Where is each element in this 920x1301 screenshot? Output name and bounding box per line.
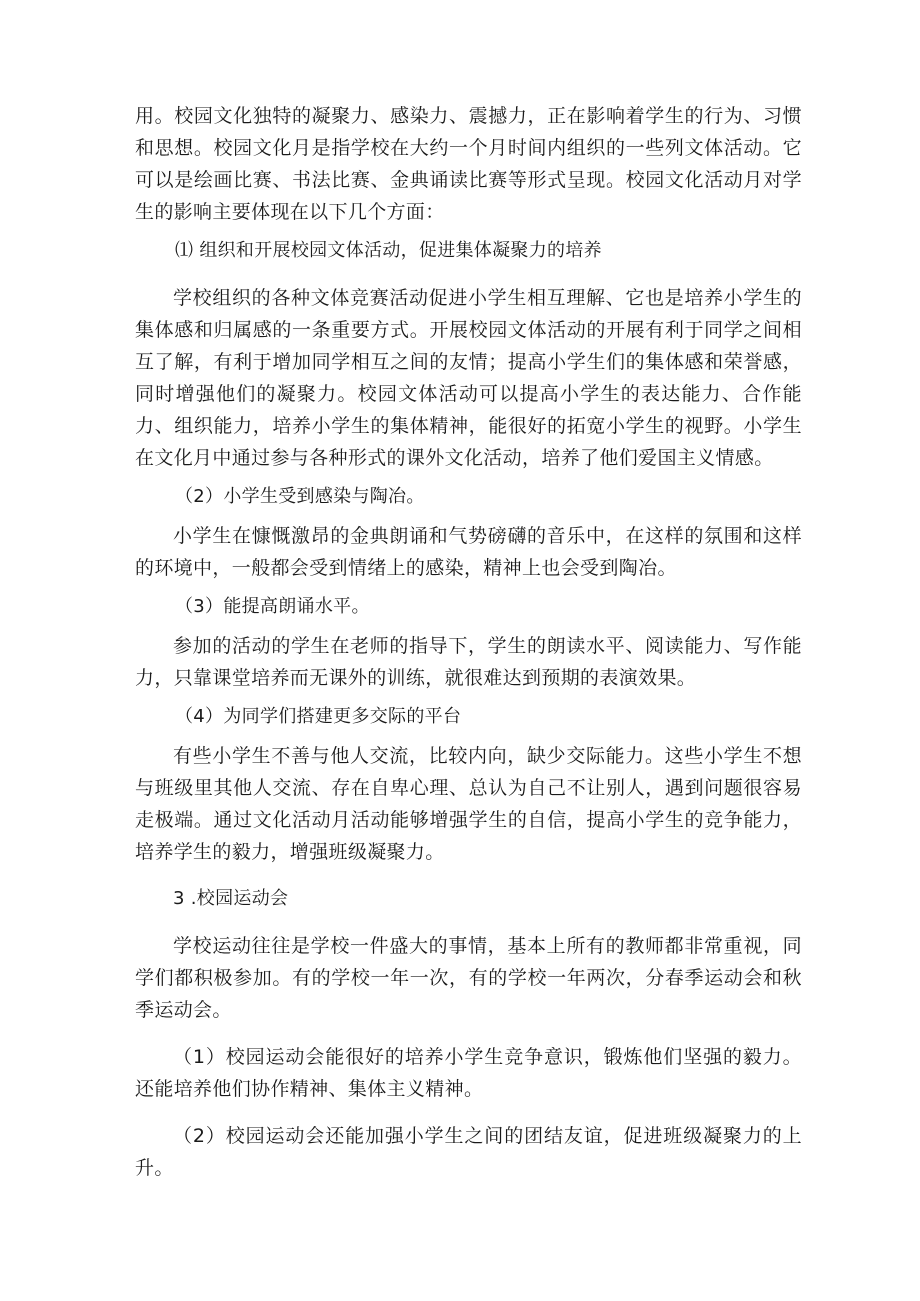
paragraph-item-4: 有些小学生不善与他人交流，比较内向，缺少交际能力。这些小学生不想与班级里其他人交流、存在自卑心理、总认为自己不让别人，遇到问题很容易走极端。通过文化活动月活动能够增强学生的自信，提高小学生的竞争能力，培养学生的毅力，增强班级凝聚力。 (135, 745, 802, 863)
heading-item-4: （4）为同学们搭建更多交际的平台 (175, 706, 462, 727)
paragraph-item-1: 学校组织的各种文体竞赛活动促进小学生相互理解、它也是培养小学生的集体感和归属感的一条重要方式。开展校园文体活动的开展有利于同学之间相互了解，有利于增加同学相互之间的友情；提高小学生们的集体感和荣誉感，同时增强他们的凝聚力。校园文体活动可以提高小学生的表达能力、合作能力、组织能力，培养小学生的集体精神，能很好的拓宽小学生的视野。小学生在文化月中通过参与各种形式的课外文化活动，培养了他们爱国主义情感。 (135, 287, 802, 469)
paragraph-intro: 用。校园文化独特的凝聚力、感染力、震撼力，正在影响着学生的行为、习惯和思想。校园文化月是指学校在大约一个月时间内组织的一些列文体活动。它可以是绘画比赛、书法比赛、金典诵读比赛等形式呈现。校园文化活动月对学生的影响主要体现在以下几个方面： (135, 105, 802, 223)
section-heading-sports-meet: 3 .校园运动会 (173, 888, 289, 909)
paragraph-item-2: 小学生在慷慨激昂的金典朗诵和气势磅礴的音乐中，在这样的氛围和这样的环境中，一般都会受到情绪上的感染，精神上也会受到陶冶。 (135, 525, 802, 579)
heading-item-2: （2）小学生受到感染与陶冶。 (175, 486, 425, 507)
paragraph-sports-point-2: （2）校园运动会还能加强小学生之间的团结友谊，促进班级凝聚力的上升。 (135, 1125, 802, 1179)
paragraph-sports-point-1: （1）校园运动会能很好的培养小学生竞争意识，锻炼他们坚强的毅力。还能培养他们协作精神、集体主义精神。 (135, 1046, 802, 1100)
heading-item-3: （3）能提高朗诵水平。 (175, 596, 370, 617)
paragraph-item-3: 参加的活动的学生在老师的指导下，学生的朗读水平、阅读能力、写作能力，只靠课堂培养而无课外的训练，就很难达到预期的表演效果。 (135, 635, 802, 689)
paragraph-sports-meet: 学校运动往往是学校一件盛大的事情，基本上所有的教师都非常重视，同学们都积极参加。有的学校一年一次，有的学校一年两次，分春季运动会和秋季运动会。 (135, 935, 802, 1021)
heading-item-1: ⑴ 组织和开展校园文体活动，促进集体凝聚力的培养 (175, 240, 602, 261)
